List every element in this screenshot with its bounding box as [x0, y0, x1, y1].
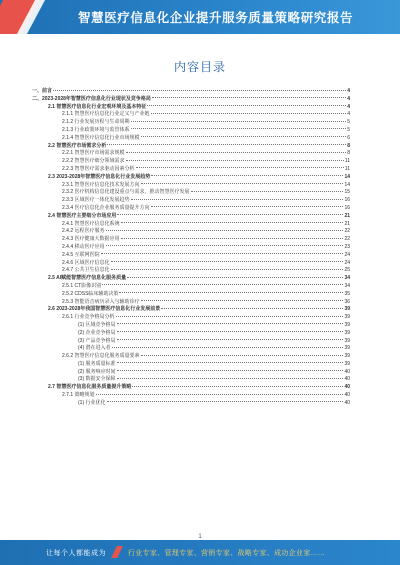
- toc-entry-page: 22: [344, 228, 350, 235]
- toc-entry[interactable]: [32, 314, 350, 322]
- toc-entry-page: 39: [344, 321, 350, 328]
- toc-leader-dots: [117, 362, 344, 363]
- toc-entry-label: (4) 潜在进入者: [78, 345, 111, 352]
- toc-leader-dots: [126, 160, 344, 161]
- toc-entry-label: (2) 服务响应时间: [78, 368, 116, 375]
- toc-leader-dots: [107, 401, 344, 402]
- toc-entry[interactable]: [32, 361, 350, 369]
- toc-entry-page: 39: [344, 353, 350, 360]
- toc-entry-label: 2.2.1 智慧医疗市场需求规模: [62, 150, 125, 157]
- toc-entry[interactable]: [32, 236, 350, 244]
- toc-entry-page: 11: [344, 158, 350, 165]
- toc-entry-page: 40: [344, 384, 350, 391]
- toc-leader-dots: [119, 292, 343, 293]
- toc-entry[interactable]: [32, 330, 350, 338]
- toc-leader-dots: [131, 128, 347, 129]
- toc-entry-label: 2.1 智慧医疗信息化行业宏观环境及基本特征: [48, 103, 147, 110]
- toc-entry-page: 40: [344, 392, 350, 399]
- toc-leader-dots: [131, 199, 344, 200]
- toc-leader-dots: [151, 206, 344, 207]
- toc-leader-dots: [106, 230, 344, 231]
- toc-leader-dots: [111, 261, 344, 262]
- toc-heading: 内容目录: [173, 60, 226, 74]
- toc-entry-label: 2.1.4 智慧医疗信息化行业市场规模: [62, 134, 140, 141]
- toc-leader-dots: [121, 238, 344, 239]
- toc-entry[interactable]: [32, 205, 350, 213]
- toc-entry-label: 2.5.2 CDSS临床辅助决策: [62, 290, 119, 297]
- toc-entry[interactable]: [32, 158, 350, 166]
- toc-entry-label: 2.4.5 互联网医院: [62, 251, 100, 258]
- toc-leader-dots: [117, 339, 344, 340]
- toc-leader-dots: [116, 316, 344, 317]
- toc-entry-label: 2.4.7 公共卫生信息化: [62, 267, 110, 274]
- report-title: 智慧医疗信息化企业提升服务质量策略研究报告: [78, 11, 354, 25]
- toc-leader-dots: [111, 269, 344, 270]
- toc-entry[interactable]: [32, 174, 350, 182]
- toc-entry-page: 39: [344, 314, 350, 321]
- toc-entry-label: 2.6.1 行业竞争格局分析: [62, 314, 115, 321]
- toc-entry-label: (1) 区域竞争格局: [78, 321, 116, 328]
- toc-entry[interactable]: [32, 306, 350, 314]
- toc-entry[interactable]: [32, 228, 350, 236]
- toc-leader-dots: [117, 331, 344, 332]
- toc-entry[interactable]: [32, 244, 350, 252]
- toc-leader-dots: [141, 355, 344, 356]
- footer-separator: [111, 546, 123, 558]
- toc-entry[interactable]: [32, 189, 350, 197]
- toc-entry-page: 5: [347, 119, 350, 126]
- page-number: 1: [198, 534, 202, 540]
- toc-entry-page: 14: [344, 181, 350, 188]
- toc-leader-dots: [102, 284, 343, 285]
- toc-entry[interactable]: [32, 96, 350, 104]
- toc-leader-dots: [117, 323, 344, 324]
- toc-entry[interactable]: [32, 275, 350, 283]
- toc-entry-label: 2.1.3 行业政策环境与监管体系: [62, 126, 130, 133]
- toc-leader-dots: [127, 277, 343, 278]
- toc-entry-label: 2.4.1 智慧医疗信息化系统: [62, 220, 120, 227]
- toc-entry-label: 2.7 智慧医疗信息化服务质量提升策略: [48, 384, 132, 391]
- toc-leader-dots: [117, 378, 344, 379]
- toc-entry-page: 34: [344, 275, 350, 282]
- toc-entry-label: 2.4.4 移动医疗应用: [62, 243, 105, 250]
- toc-entry-page: 40: [344, 376, 350, 383]
- toc-entry-label: 2.4.3 医疗健康大数据应用: [62, 236, 120, 243]
- toc-leader-dots: [191, 191, 344, 192]
- toc-entry-page: 24: [344, 251, 350, 258]
- toc-entry-label: 2.5.1 CT影像识别: [62, 282, 102, 289]
- toc-entry-label: 2.5.3 智能语音病历录入与辅助诊疗: [62, 298, 140, 305]
- toc-entry-page: 16: [344, 197, 350, 204]
- toc-entry-page: 8: [347, 142, 350, 149]
- toc-entry[interactable]: [32, 392, 350, 400]
- toc-entry[interactable]: [32, 213, 350, 221]
- toc-entry-page: 16: [344, 204, 350, 211]
- toc-leader-dots: [106, 245, 344, 246]
- toc-entry-page: 15: [344, 189, 350, 196]
- toc-leader-dots: [132, 386, 343, 387]
- toc-entry[interactable]: [32, 291, 350, 299]
- toc-leader-dots: [53, 90, 346, 91]
- toc-entry-label: 2.3 2023-2028年智慧医疗信息化行业发展趋势: [48, 173, 151, 180]
- toc-entry[interactable]: [32, 135, 350, 143]
- toc-entry[interactable]: [32, 252, 350, 260]
- toc-entry[interactable]: [32, 384, 350, 392]
- toc-entry-page: 22: [344, 236, 350, 243]
- toc-entry-page: 39: [344, 337, 350, 344]
- toc-leader-dots: [136, 167, 344, 168]
- footer-slogan-left: 让每个人都能成为: [46, 550, 106, 557]
- toc-entry[interactable]: [32, 283, 350, 291]
- toc-entry-label: 2.1.2 行业发展历程与生命周期: [62, 119, 130, 126]
- toc-leader-dots: [131, 121, 347, 122]
- toc-entry-label: 2.6 2023-2028年我国智慧医疗信息化行业发展前景: [48, 306, 161, 313]
- toc-entry-page: 23: [344, 243, 350, 250]
- report-header: [0, 0, 400, 34]
- toc-leader-dots: [152, 97, 346, 98]
- toc-entry-label: 2.6.2 智慧医疗信息化服务质量要素: [62, 353, 140, 360]
- toc-entry-label: 2.3.4 医疗信息化企业服务质量提升方向: [62, 204, 150, 211]
- report-footer: [0, 540, 400, 565]
- toc-leader-dots: [101, 253, 344, 254]
- toc-entry-page: 5: [347, 126, 350, 133]
- toc-leader-dots: [121, 222, 344, 223]
- toc-leader-dots: [147, 105, 346, 106]
- toc-entry-label: (1) 行业优化: [78, 399, 106, 406]
- toc-entry-page: 21: [344, 212, 350, 219]
- toc-entry-page: 25: [344, 267, 350, 274]
- toc-leader-dots: [117, 214, 343, 215]
- toc-entry-page: 4: [347, 103, 350, 110]
- toc-entry-label: 2.7.1 策略规划: [62, 392, 95, 399]
- toc-entry-label: 2.4.6 区域医疗信息化: [62, 259, 110, 266]
- toc-entry-page: 4: [347, 111, 350, 118]
- toc-entry-page: 39: [344, 360, 350, 367]
- toc-entry-label: (1) 服务质量标准: [78, 360, 116, 367]
- footer-slogan-right: 行业专家、管理专家、营销专家、战略专家、成功企业家……: [128, 550, 326, 557]
- toc-entry[interactable]: [32, 166, 350, 174]
- toc-entry-label: 2.5 AI赋能智慧医疗信息化服务质量: [48, 275, 127, 282]
- toc-entry-page: 39: [344, 345, 350, 352]
- toc-entry-label: 2.3.2 医疗机构信息化建设重点与需求，推动智慧医疗发展: [62, 189, 190, 196]
- toc-leader-dots: [161, 308, 343, 309]
- toc-entry-page: 8: [347, 150, 350, 157]
- toc-entry[interactable]: [32, 400, 350, 408]
- toc-entry-page: 24: [344, 259, 350, 266]
- toc-entry-page: 4: [347, 88, 350, 94]
- toc-entry-page: 35: [344, 290, 350, 297]
- toc-entry[interactable]: [32, 150, 350, 158]
- toc-entry-label: (3) 产品竞争格局: [78, 337, 116, 344]
- toc-entry[interactable]: [32, 345, 350, 353]
- toc-entry-page: 4: [347, 95, 350, 102]
- toc-leader-dots: [107, 144, 346, 145]
- toc-entry[interactable]: [32, 119, 350, 127]
- toc-entry-page: 11: [344, 165, 350, 172]
- toc-entry-page: 21: [344, 220, 350, 227]
- toc-entry[interactable]: [32, 353, 350, 361]
- toc-entry[interactable]: [32, 88, 350, 96]
- toc-entry-page: 39: [344, 329, 350, 336]
- toc-entry-label: 2.4.2 远程医疗服务: [62, 228, 105, 235]
- toc-entry-label: (3) 数据安全保障: [78, 376, 116, 383]
- toc-leader-dots: [141, 300, 344, 301]
- table-of-contents: [32, 88, 350, 408]
- toc-entry-label: 2.4 智慧医疗主要细分市场应用: [48, 212, 117, 219]
- toc-entry-label: 2.2 智慧医疗市场需求分析: [48, 142, 107, 149]
- toc-entry-label: 2.3.1 智慧医疗信息化技术发展方向: [62, 181, 140, 188]
- toc-entry-page: 14: [344, 173, 350, 180]
- toc-entry[interactable]: [32, 127, 350, 135]
- toc-leader-dots: [151, 175, 343, 176]
- toc-entry-page: 34: [344, 282, 350, 289]
- toc-entry-label: 二、2023-2028年智慧医疗信息化行业现状及竞争格局: [32, 95, 151, 102]
- toc-entry[interactable]: [32, 197, 350, 205]
- toc-entry-label: (2) 企业竞争格局: [78, 329, 116, 336]
- toc-entry-page: 36: [344, 298, 350, 305]
- toc-entry-page: 39: [344, 306, 350, 313]
- toc-entry[interactable]: [32, 322, 350, 330]
- toc-leader-dots: [141, 183, 344, 184]
- toc-entry-label: 2.3.3 区域医疗一体化发展趋势: [62, 197, 130, 204]
- toc-entry-page: 40: [344, 399, 350, 406]
- toc-entry-label: 2.2.3 智慧医疗需求驱动因素分析: [62, 165, 135, 172]
- toc-leader-dots: [117, 370, 344, 371]
- toc-entry-label: 2.1.1 智慧医疗信息化行业定义与产业链: [62, 111, 150, 118]
- toc-entry-label: 2.2.2 智慧医疗细分领域需求: [62, 158, 125, 165]
- toc-entry-page: 40: [344, 368, 350, 375]
- toc-leader-dots: [126, 152, 347, 153]
- toc-leader-dots: [151, 113, 347, 114]
- toc-leader-dots: [141, 136, 347, 137]
- toc-leader-dots: [112, 347, 344, 348]
- toc-entry[interactable]: [32, 267, 350, 275]
- toc-entry-page: 6: [347, 134, 350, 141]
- toc-entry-label: 一、前言: [32, 88, 53, 94]
- toc-leader-dots: [96, 394, 344, 395]
